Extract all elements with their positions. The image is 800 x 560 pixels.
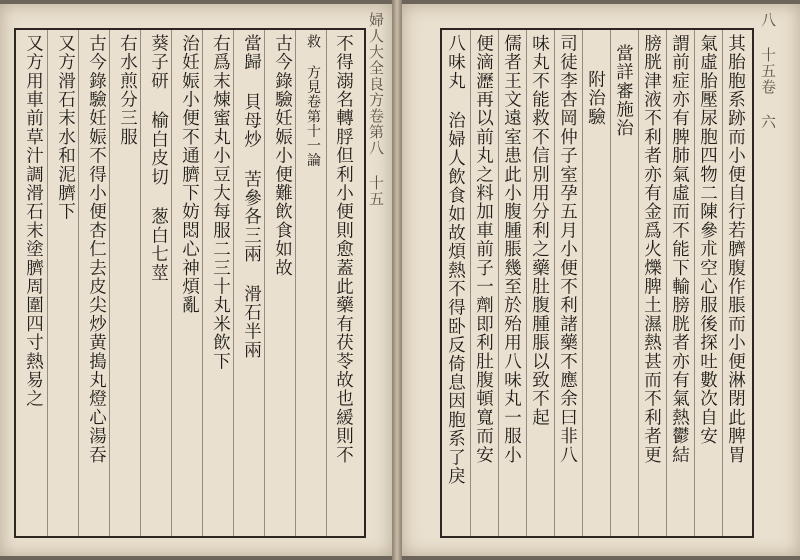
text-column-1: 不得溺名轉脬但利小便則愈蓋此藥有茯苓故也緩則不 — [333, 34, 354, 465]
left-page-frame — [14, 28, 366, 538]
text-column-4: 當歸 貝母炒 苦參各三兩 滑石半兩 — [241, 34, 262, 360]
text-column-6: 附治驗 — [585, 70, 606, 127]
text-column-5: 當詳審施治 — [613, 44, 634, 138]
text-column-5: 右爲末煉蜜丸小豆大每服二三十丸米飲下 — [210, 34, 231, 371]
text-column-8: 右水煎分三服 — [117, 34, 138, 147]
left-page — [0, 4, 392, 556]
right-page-frame — [440, 28, 754, 538]
text-column-3: 謂前症亦有脾肺氣虛而不能下輸膀胱者亦有氣熱鬱結 — [669, 34, 690, 465]
text-column-4: 膀胱津液不利者亦有金爲火爍脾土濕熱甚而不利者更 — [641, 34, 662, 465]
text-column-11: 八味丸 治婦人飲食如故煩熱不得卧反倚息因胞系了戾 — [445, 34, 466, 486]
right-page-gutter-caption: 八 十五卷 六 — [759, 12, 777, 130]
text-column-6: 治妊娠小便不通臍下妨悶心神煩亂 — [179, 34, 200, 315]
text-column-2: 氣虛胎壓尿胞四物二陳參朮空心服後探吐數次自安 — [697, 34, 718, 446]
text-column-7: 司徒李杏岡仲子室孕五月小便不利諸藥不應余曰非八 — [557, 34, 578, 465]
text-column-1: 其胎胞系跡而小便自行若臍腹作脹而小便淋閉此脾胃 — [725, 34, 746, 465]
text-column-2: 救 方見卷第十一論 — [305, 34, 321, 168]
text-column-10: 又方滑石末水和泥臍下 — [55, 34, 76, 221]
text-column-3: 古今錄驗妊娠小便難飲食如故 — [272, 34, 293, 278]
text-column-11: 又方用車前草汁調滑石末塗臍周圍四寸熱易之 — [23, 34, 44, 408]
text-column-9: 儒者王文遠室患此小腹腫脹幾至於殆用八味丸一服小 — [501, 34, 522, 465]
text-column-8: 味丸不能救不信別用分利之藥肚腹腫脹以致不起 — [529, 34, 550, 427]
book-gutter — [392, 0, 402, 560]
text-column-7: 葵子研 榆白皮切 葱白七莖 — [148, 34, 169, 283]
left-page-gutter-caption: 婦人大全良方卷第八 十五 — [367, 12, 385, 207]
right-page — [402, 4, 800, 556]
text-column-9: 古今錄驗妊娠不得小便杏仁去皮尖炒黄搗丸燈心湯吞 — [86, 34, 107, 465]
text-column-10: 便滴瀝再以前丸之料加車前子一劑即利肚腹頓寬而安 — [473, 34, 494, 465]
